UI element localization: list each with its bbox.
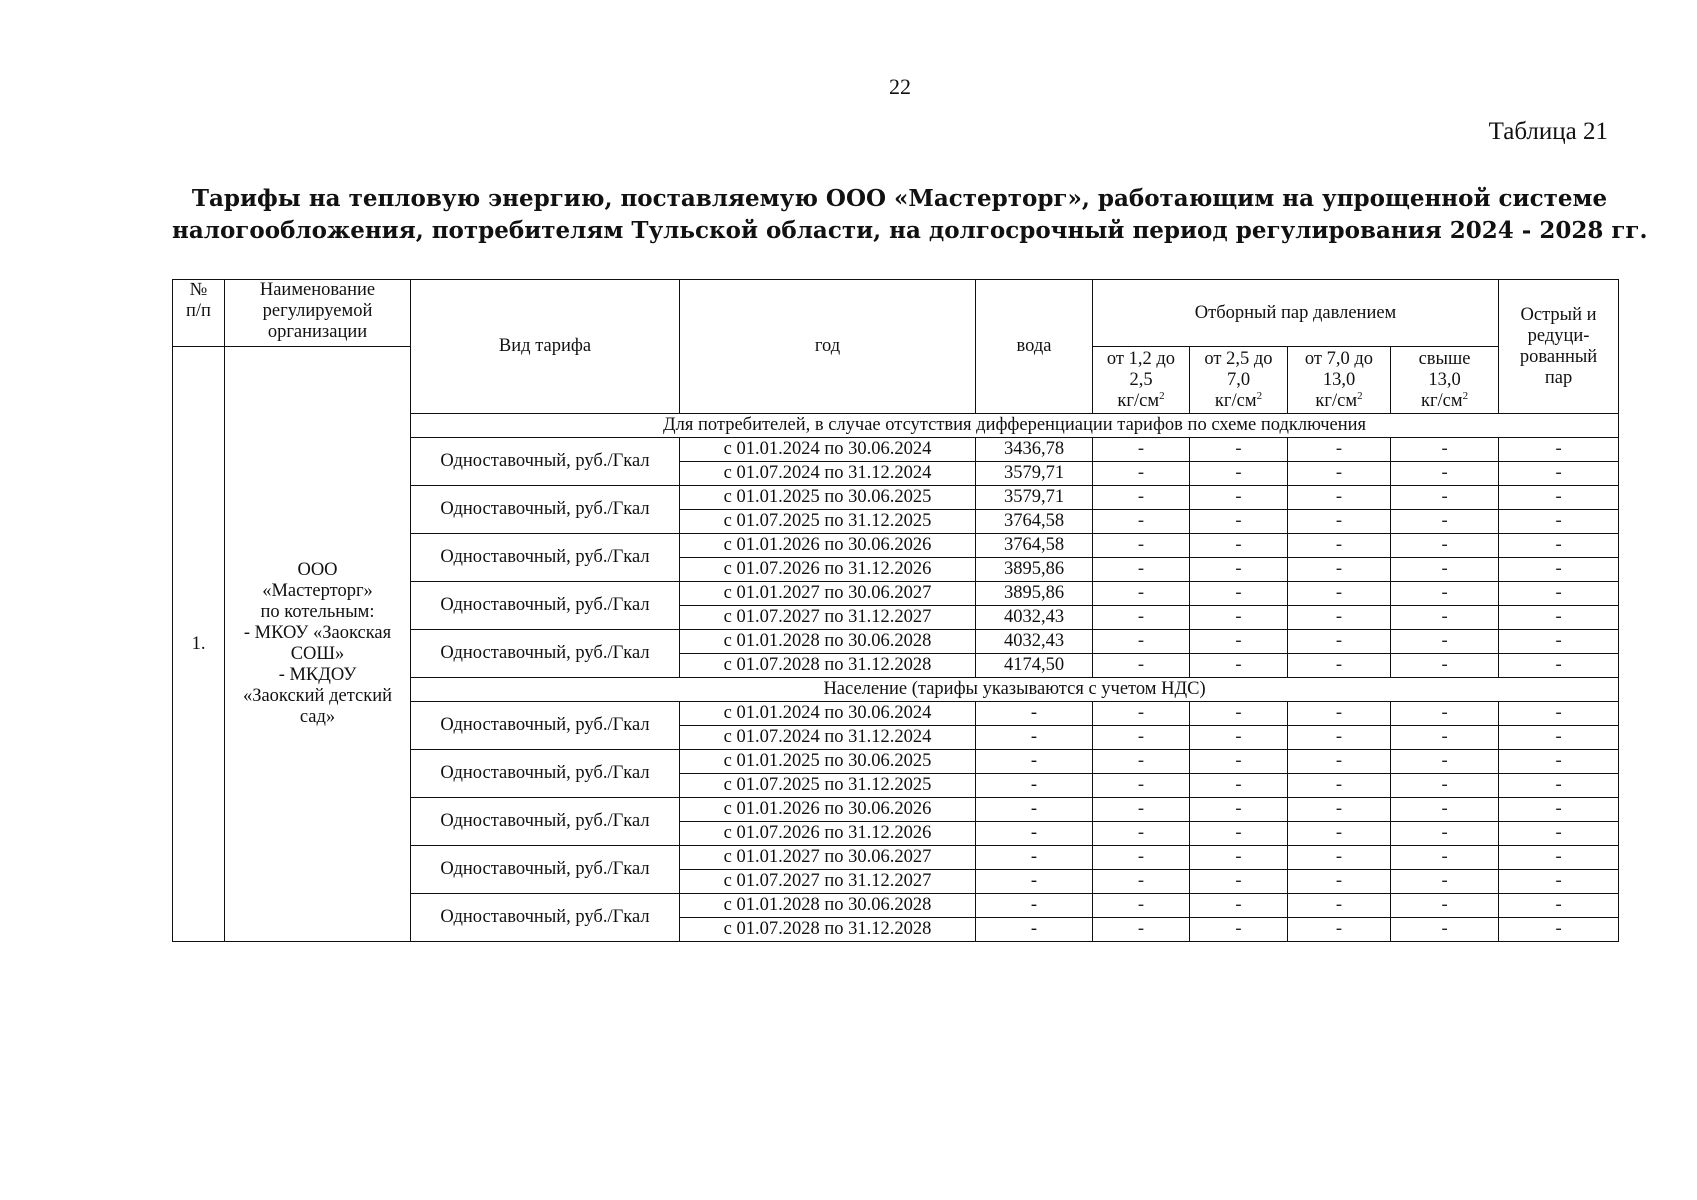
dash-cell: - (1499, 894, 1619, 918)
water-cell: 3436,78 (976, 438, 1093, 462)
dash-cell: - (1190, 510, 1288, 534)
header-year: год (680, 280, 976, 414)
dash-cell: - (1093, 534, 1190, 558)
period-cell: с 01.01.2024 по 30.06.2024 (680, 438, 976, 462)
dash-cell: - (1093, 462, 1190, 486)
water-cell: 3895,86 (976, 558, 1093, 582)
header-pressure-4: свыше 13,0 $кг/см^2$ (1391, 347, 1499, 414)
dash-cell: - (1288, 534, 1391, 558)
water-cell: - (976, 798, 1093, 822)
dash-cell: - (1093, 798, 1190, 822)
tariff-type-cell: Одноставочный, руб./Гкал (411, 798, 680, 846)
dash-cell: - (1288, 870, 1391, 894)
dash-cell: - (1190, 822, 1288, 846)
dash-cell: - (1499, 654, 1619, 678)
tariff-type-cell: Одноставочный, руб./Гкал (411, 702, 680, 750)
dash-cell: - (1288, 846, 1391, 870)
period-cell: с 01.07.2024 по 31.12.2024 (680, 726, 976, 750)
water-cell: 4032,43 (976, 606, 1093, 630)
period-cell: с 01.01.2024 по 30.06.2024 (680, 702, 976, 726)
dash-cell: - (1190, 486, 1288, 510)
title-line-1: Тарифы на тепловую энергию, поставляемую ООО «Мастерторг», работающим на упрощенной системе (191, 185, 1608, 212)
dash-cell: - (1288, 558, 1391, 582)
water-cell: 3764,58 (976, 510, 1093, 534)
dash-cell: - (1093, 582, 1190, 606)
dash-cell: - (1499, 438, 1619, 462)
section-title: Население (тарифы указываются с учетом НДС) (411, 678, 1619, 702)
dash-cell: - (1093, 606, 1190, 630)
dash-cell: - (1288, 654, 1391, 678)
dash-cell: - (1499, 822, 1619, 846)
dash-cell: - (1391, 534, 1499, 558)
row-number: 1. (173, 347, 225, 942)
period-cell: с 01.07.2025 по 31.12.2025 (680, 510, 976, 534)
dash-cell: - (1093, 510, 1190, 534)
dash-cell: - (1288, 630, 1391, 654)
period-cell: с 01.07.2027 по 31.12.2027 (680, 606, 976, 630)
dash-cell: - (1093, 438, 1190, 462)
tariff-type-cell: Одноставочный, руб./Гкал (411, 438, 680, 486)
dash-cell: - (1391, 870, 1499, 894)
header-pressure-1: от 1,2 до 2,5 $кг/см^2$ (1093, 347, 1190, 414)
water-cell: 3579,71 (976, 486, 1093, 510)
dash-cell: - (1288, 606, 1391, 630)
dash-cell: - (1499, 558, 1619, 582)
dash-cell: - (1093, 654, 1190, 678)
water-cell: 3764,58 (976, 534, 1093, 558)
dash-cell: - (1499, 798, 1619, 822)
water-cell: 4174,50 (976, 654, 1093, 678)
dash-cell: - (1391, 606, 1499, 630)
period-cell: с 01.01.2026 по 30.06.2026 (680, 534, 976, 558)
water-cell: 3579,71 (976, 462, 1093, 486)
period-cell: с 01.07.2025 по 31.12.2025 (680, 774, 976, 798)
dash-cell: - (1093, 822, 1190, 846)
dash-cell: - (1288, 462, 1391, 486)
dash-cell: - (1499, 510, 1619, 534)
period-cell: с 01.01.2027 по 30.06.2027 (680, 582, 976, 606)
header-pressure-2: от 2,5 до 7,0 $кг/см^2$ (1190, 347, 1288, 414)
tariff-type-cell: Одноставочный, руб./Гкал (411, 750, 680, 798)
header-selected-steam: Отборный пар давлением (1093, 280, 1499, 347)
tariff-type-cell: Одноставочный, руб./Гкал (411, 894, 680, 942)
section-title: Для потребителей, в случае отсутствия дифференциации тарифов по схеме подключения (411, 414, 1619, 438)
dash-cell: - (1190, 774, 1288, 798)
period-cell: с 01.01.2028 по 30.06.2028 (680, 894, 976, 918)
tariff-type-cell: Одноставочный, руб./Гкал (411, 846, 680, 894)
tariff-type-cell: Одноставочный, руб./Гкал (411, 630, 680, 678)
dash-cell: - (1499, 846, 1619, 870)
period-cell: с 01.01.2028 по 30.06.2028 (680, 630, 976, 654)
dash-cell: - (1499, 486, 1619, 510)
dash-cell: - (1499, 702, 1619, 726)
dash-cell: - (1499, 606, 1619, 630)
water-cell: 3895,86 (976, 582, 1093, 606)
dash-cell: - (1391, 630, 1499, 654)
dash-cell: - (1093, 846, 1190, 870)
tariff-type-cell: Одноставочный, руб./Гкал (411, 582, 680, 630)
dash-cell: - (1499, 630, 1619, 654)
water-cell: - (976, 870, 1093, 894)
dash-cell: - (1190, 726, 1288, 750)
header-num: № п/п (173, 280, 225, 347)
dash-cell: - (1391, 462, 1499, 486)
tariff-table (172, 279, 1619, 942)
period-cell: с 01.01.2026 по 30.06.2026 (680, 798, 976, 822)
water-cell: - (976, 750, 1093, 774)
dash-cell: - (1190, 534, 1288, 558)
period-cell: с 01.07.2028 по 31.12.2028 (680, 918, 976, 942)
dash-cell: - (1499, 534, 1619, 558)
dash-cell: - (1190, 558, 1288, 582)
dash-cell: - (1190, 630, 1288, 654)
dash-cell: - (1093, 750, 1190, 774)
dash-cell: - (1190, 870, 1288, 894)
dash-cell: - (1391, 558, 1499, 582)
water-cell: 4032,43 (976, 630, 1093, 654)
dash-cell: - (1093, 702, 1190, 726)
dash-cell: - (1391, 774, 1499, 798)
org-name-cell: ООО «Мастерторг» по котельным: - МКОУ «Заокская СОШ» - МКДОУ «Заокский детский сад» (225, 347, 411, 942)
dash-cell: - (1288, 510, 1391, 534)
water-cell: - (976, 918, 1093, 942)
dash-cell: - (1288, 726, 1391, 750)
dash-cell: - (1288, 750, 1391, 774)
dash-cell: - (1391, 582, 1499, 606)
period-cell: с 01.07.2027 по 31.12.2027 (680, 870, 976, 894)
dash-cell: - (1391, 846, 1499, 870)
dash-cell: - (1391, 894, 1499, 918)
dash-cell: - (1288, 438, 1391, 462)
document-title (172, 183, 1648, 247)
period-cell: с 01.01.2025 по 30.06.2025 (680, 486, 976, 510)
dash-cell: - (1499, 462, 1619, 486)
period-cell: с 01.07.2026 по 31.12.2026 (680, 558, 976, 582)
period-cell: с 01.07.2026 по 31.12.2026 (680, 822, 976, 846)
dash-cell: - (1190, 438, 1288, 462)
dash-cell: - (1288, 918, 1391, 942)
header-pressure-3: от 7,0 до 13,0 $кг/см^2$ (1288, 347, 1391, 414)
dash-cell: - (1190, 606, 1288, 630)
header-org-name: Наименование регулируемой организации (225, 280, 411, 347)
dash-cell: - (1288, 798, 1391, 822)
water-cell: - (976, 702, 1093, 726)
dash-cell: - (1499, 774, 1619, 798)
period-cell: с 01.01.2025 по 30.06.2025 (680, 750, 976, 774)
period-cell: с 01.07.2024 по 31.12.2024 (680, 462, 976, 486)
header-tariff-type: Вид тарифа (411, 280, 680, 414)
dash-cell: - (1499, 582, 1619, 606)
water-cell: - (976, 774, 1093, 798)
dash-cell: - (1190, 894, 1288, 918)
dash-cell: - (1288, 702, 1391, 726)
dash-cell: - (1190, 702, 1288, 726)
dash-cell: - (1093, 558, 1190, 582)
header-row-1 (173, 280, 1619, 347)
dash-cell: - (1391, 438, 1499, 462)
dash-cell: - (1190, 462, 1288, 486)
dash-cell: - (1288, 774, 1391, 798)
dash-cell: - (1499, 870, 1619, 894)
dash-cell: - (1288, 486, 1391, 510)
dash-cell: - (1499, 750, 1619, 774)
water-cell: - (976, 846, 1093, 870)
tariff-type-cell: Одноставочный, руб./Гкал (411, 486, 680, 534)
title-line-2: налогообложения, потребителям Тульской области, на долгосрочный период регулирования 2024 - 2028 гг. (172, 217, 1648, 244)
dash-cell: - (1391, 702, 1499, 726)
dash-cell: - (1288, 894, 1391, 918)
water-cell: - (976, 822, 1093, 846)
dash-cell: - (1093, 726, 1190, 750)
dash-cell: - (1093, 870, 1190, 894)
dash-cell: - (1391, 918, 1499, 942)
dash-cell: - (1288, 582, 1391, 606)
dash-cell: - (1190, 750, 1288, 774)
header-water: вода (976, 280, 1093, 414)
dash-cell: - (1093, 774, 1190, 798)
dash-cell: - (1190, 918, 1288, 942)
dash-cell: - (1391, 486, 1499, 510)
water-cell: - (976, 894, 1093, 918)
dash-cell: - (1499, 726, 1619, 750)
dash-cell: - (1391, 654, 1499, 678)
dash-cell: - (1190, 846, 1288, 870)
dash-cell: - (1391, 726, 1499, 750)
tariff-type-cell: Одноставочный, руб./Гкал (411, 534, 680, 582)
dash-cell: - (1093, 918, 1190, 942)
header-sharp-steam: Острый и редуци- рованный пар (1499, 280, 1619, 414)
dash-cell: - (1391, 822, 1499, 846)
water-cell: - (976, 726, 1093, 750)
dash-cell: - (1093, 630, 1190, 654)
dash-cell: - (1391, 750, 1499, 774)
dash-cell: - (1093, 894, 1190, 918)
dash-cell: - (1499, 918, 1619, 942)
period-cell: с 01.07.2028 по 31.12.2028 (680, 654, 976, 678)
dash-cell: - (1190, 654, 1288, 678)
dash-cell: - (1288, 822, 1391, 846)
period-cell: с 01.01.2027 по 30.06.2027 (680, 846, 976, 870)
dash-cell: - (1190, 798, 1288, 822)
dash-cell: - (1190, 582, 1288, 606)
dash-cell: - (1391, 798, 1499, 822)
table-label: Таблица 21 (1488, 118, 1608, 145)
dash-cell: - (1093, 486, 1190, 510)
page-number: 22 (889, 74, 911, 99)
dash-cell: - (1391, 510, 1499, 534)
